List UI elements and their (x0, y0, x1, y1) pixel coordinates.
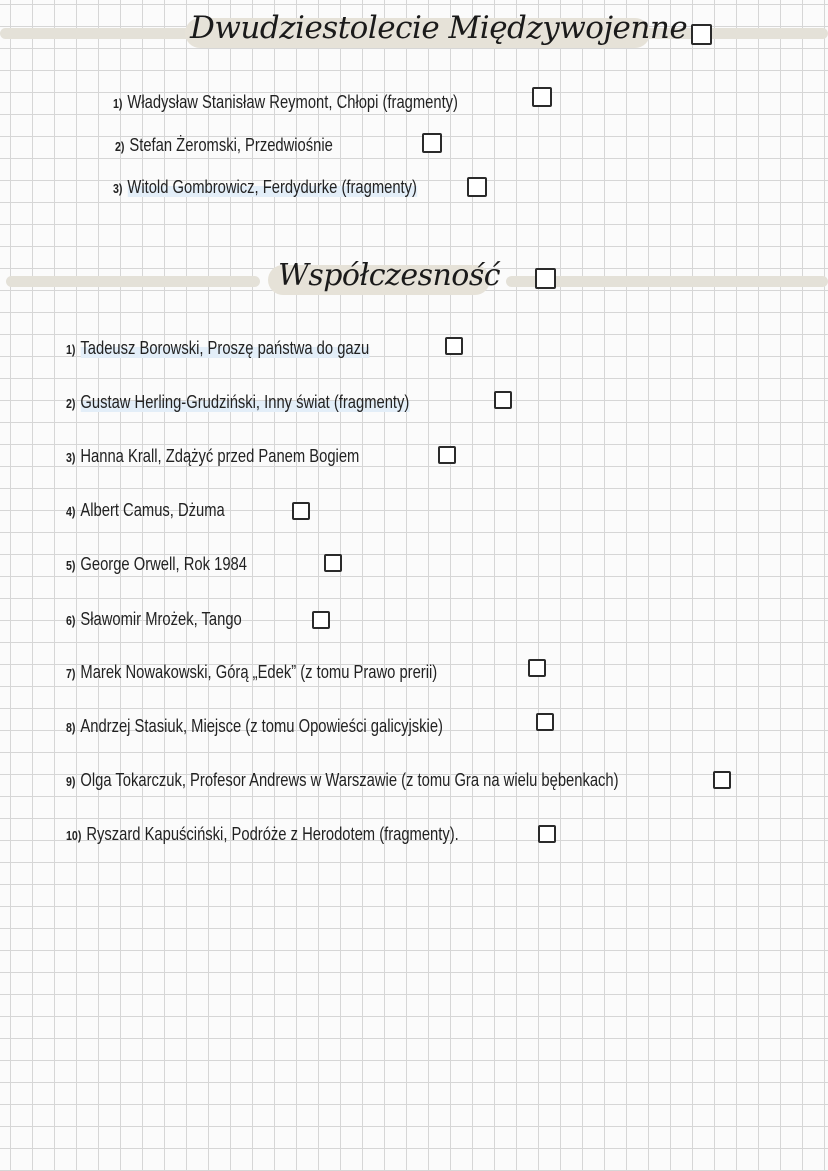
item-number: 3) (66, 450, 76, 465)
item-text: Olga Tokarczuk, Profesor Andrews w Warszawie (z tomu Gra na wielu bębenkach) (80, 770, 619, 790)
list-item (115, 134, 333, 158)
item-checkbox[interactable] (445, 337, 463, 355)
item-checkbox[interactable] (467, 177, 487, 197)
item-checkbox[interactable] (528, 659, 546, 677)
list-item (66, 445, 359, 469)
item-checkbox[interactable] (292, 502, 310, 520)
item-checkbox[interactable] (536, 713, 554, 731)
item-text: Tadeusz Borowski, Proszę państwa do gazu (80, 338, 370, 358)
item-checkbox[interactable] (438, 446, 456, 464)
list-item (66, 499, 225, 523)
item-text: Witold Gombrowicz, Ferdydurke (fragmenty) (127, 177, 417, 197)
item-number: 2) (66, 396, 76, 411)
item-text: Andrzej Stasiuk, Miejsce (z tomu Opowieści galicyjskie) (80, 716, 443, 736)
item-text: Władysław Stanisław Reymont, Chłopi (fragmenty) (127, 92, 458, 112)
item-number: 7) (66, 666, 76, 681)
item-checkbox[interactable] (422, 133, 442, 153)
item-checkbox[interactable] (494, 391, 512, 409)
title-band (6, 276, 260, 287)
item-number: 5) (66, 558, 76, 573)
list-item (66, 391, 409, 415)
list-item (66, 553, 247, 577)
item-number: 1) (113, 96, 123, 111)
section-checkbox[interactable] (691, 24, 712, 45)
item-checkbox[interactable] (312, 611, 330, 629)
list-item (113, 176, 417, 200)
item-number: 3) (113, 181, 123, 196)
item-text: Hanna Krall, Zdążyć przed Panem Bogiem (80, 446, 360, 466)
list-item (66, 337, 369, 361)
item-number: 6) (66, 613, 76, 628)
list-item (66, 608, 242, 632)
item-text: Gustaw Herling-Grudziński, Inny świat (fragmenty) (80, 392, 410, 412)
item-number: 4) (66, 504, 76, 519)
item-number: 8) (66, 720, 76, 735)
item-text: Ryszard Kapuściński, Podróże z Herodotem (fragmenty). (86, 824, 459, 844)
item-text: Marek Nowakowski, Górą „Edek” (z tomu Prawo prerii) (80, 662, 438, 682)
item-text: Stefan Żeromski, Przedwiośnie (129, 135, 333, 155)
list-item (66, 715, 443, 739)
item-number: 9) (66, 774, 76, 789)
list-item (66, 823, 459, 847)
item-text: Albert Camus, Dżuma (80, 500, 225, 520)
item-checkbox[interactable] (538, 825, 556, 843)
item-number: 10) (66, 828, 82, 843)
list-item (66, 661, 437, 685)
section-title-interwar: Dwudziestolecie Międzywojenne (190, 10, 688, 46)
item-checkbox[interactable] (324, 554, 342, 572)
item-text: Sławomir Mrożek, Tango (80, 609, 242, 629)
list-item (113, 91, 458, 115)
item-checkbox[interactable] (713, 771, 731, 789)
item-number: 1) (66, 342, 76, 357)
list-item (66, 769, 619, 793)
item-number: 2) (115, 139, 125, 154)
item-text: George Orwell, Rok 1984 (80, 554, 247, 574)
item-checkbox[interactable] (532, 87, 552, 107)
section-checkbox[interactable] (535, 268, 556, 289)
section-title-contemporary: Współczesność (278, 258, 501, 293)
